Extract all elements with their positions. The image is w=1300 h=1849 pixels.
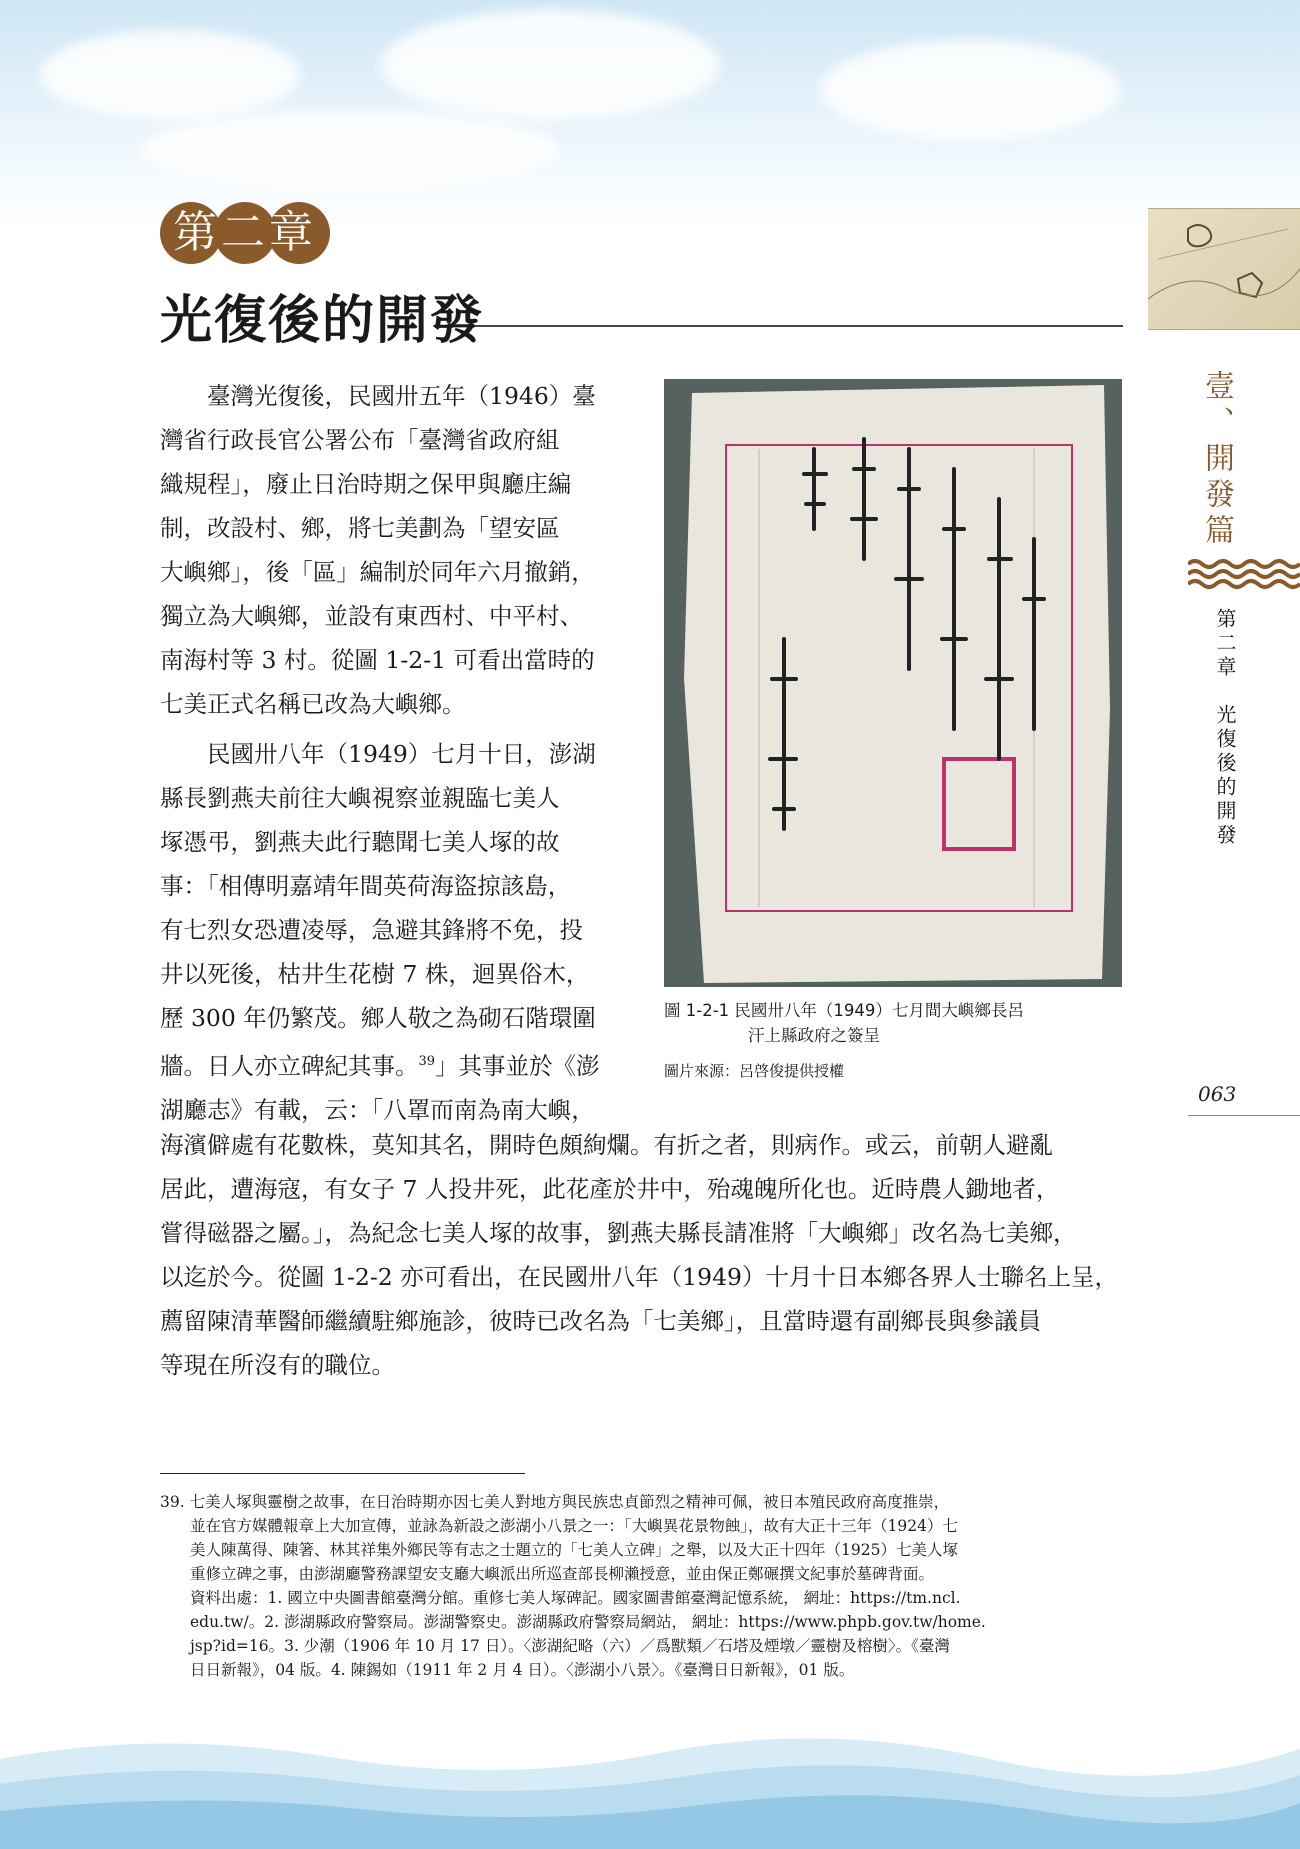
caption-line: 汗上縣政府之簽呈: [748, 1026, 880, 1045]
text-line: 縣長劉燕夫前往大嶼視察並親臨七美人: [160, 784, 560, 812]
footnote-line: 資料出處：1. 國立中央圖書館臺灣分館。重修七美人塚碑記。國家圖書館臺灣記憶系統， 網址：https://tm.ncl.: [190, 1589, 961, 1607]
title-underline: [475, 325, 1123, 327]
chapter-badge: [160, 202, 330, 264]
text-line: 嘗得磁器之屬。」，為紀念七美人塚的故事，劉燕夫縣長請准將「大嶼鄉」改名為七美鄉，: [160, 1219, 1077, 1247]
text-line: 大嶼鄉」，後「區」編制於同年六月撤銷，: [160, 558, 595, 586]
text-line: 有七烈女恐遭凌辱，急避其鋒將不免，投: [160, 916, 583, 944]
text-line: 歷 300 年仍繁茂。鄉人敬之為砌石階環圍: [160, 1004, 596, 1032]
figure-credit: 圖片來源：呂啓俊提供授權: [664, 1062, 845, 1080]
paragraph-1: [160, 374, 610, 726]
sea-wave-footer: [0, 1719, 1300, 1849]
footnote-39: [160, 1490, 1125, 1682]
text-line: 海濱僻處有花數株，莫知其名，開時色頗絢爛。有折之者，則病作。或云，前朝人避亂: [160, 1131, 1053, 1159]
text-line: 井以死後，枯井生花樹 7 株，迴異俗木，: [160, 960, 590, 988]
footnote-line: 美人陳萬得、陳箸、林其祥集外鄉民等有志之士題立的「七美人立碑」之舉，以及大正十四年（1925）七美人塚: [190, 1541, 958, 1559]
footnote-line: 日日新報》，04 版。4. 陳錫如（1911 年 2 月 4 日）。〈澎湖小八景〉。《臺灣日日新報》，01 版。: [190, 1661, 855, 1679]
footnote-line: edu.tw/。2. 澎湖縣政府警察局。澎湖警察史。澎湖縣政府警察局網站， 網址：https://www.phpb.gov.tw/home.: [190, 1613, 986, 1631]
footnote-line: jsp?id=16。3. 少潮（1906 年 10 月 17 日）。〈澎湖紀略（六）／爲獸類／石塔及煙墩／靈樹及榕樹〉。《臺灣: [190, 1637, 950, 1655]
text-line: 南海村等 3 村。從圖 1-2-1 可看出當時的: [160, 646, 595, 674]
text-line: 獨立為大嶼鄉，並設有東西村、中平村、: [160, 602, 583, 630]
text-line: 湖廳志》有載，云：「八罩而南為南大嶼，: [160, 1095, 595, 1124]
text-line: 以迄於今。從圖 1-2-2 亦可看出，在民國卅八年（1949）十月十日本鄉各界人士聯名上呈，: [160, 1263, 1118, 1291]
side-part-title: 壹、開發篇: [1199, 370, 1234, 550]
text-line: 七美正式名稱已改為大嶼鄉。: [160, 690, 466, 718]
text-line: 事：「相傳明嘉靖年間英荷海盜掠該島，: [160, 872, 572, 900]
text-segment: 牆。日人亦立碑紀其事。: [160, 1051, 419, 1080]
chapter-badge-label: 第二章: [173, 207, 317, 258]
caption-line: 圖 1-2-1 民國卅八年（1949）七月間大嶼鄉長呂: [664, 1001, 1024, 1020]
page-number-rule: [1188, 1115, 1300, 1116]
wave-ornament-icon: [1188, 556, 1300, 590]
text-line: 織規程」，廢止日治時期之保甲與廳庄編: [160, 470, 572, 498]
old-map-thumbnail: [1148, 208, 1300, 330]
footnote-line: 並在官方媒體報章上大加宣傳，並詠為新設之澎湖小八景之一：「大嶼異花景物蝕」，故有大正十三年（1924）七: [190, 1517, 958, 1535]
historical-document-photo: [664, 379, 1122, 987]
text-line: 等現在所沒有的職位。: [160, 1351, 395, 1379]
paragraph-3: [160, 1123, 1126, 1387]
text-line: 灣省行政長官公署公布「臺灣省政府組: [160, 426, 560, 454]
footnote-line: 39. 七美人塚與靈樹之故事，在日治時期亦因七美人對地方與民族忠貞節烈之精神可佩，被日本殖民政府高度推崇，: [160, 1493, 950, 1511]
text-line: 薦留陳清華醫師繼續駐鄉施診，彼時已改名為「七美鄉」，且當時還有副鄉長與參議員: [160, 1307, 1042, 1335]
text-line: 居此，遭海寇，有女子 7 人投井死，此花產於井中，殆魂魄所化也。近時農人鋤地者，: [160, 1175, 1060, 1203]
page-number: 063: [1198, 1082, 1237, 1106]
footnote-line: 重修立碑之事，由澎湖廳警務課望安支廳大嶼派出所巡查部長柳瀨授意，並由保正鄭碾撰文紀事於墓碑背面。: [190, 1565, 935, 1583]
text-line: 制，改設村、鄉，將七美劃為「望安區: [160, 514, 560, 542]
text-line: 民國卅八年（1949）七月十日，澎湖: [207, 740, 596, 768]
text-line: 臺灣光復後，民國卅五年（1946）臺: [207, 382, 596, 410]
footnote-separator: [160, 1473, 525, 1474]
sky-header-background: [0, 0, 1300, 230]
text-line: [160, 1040, 610, 1088]
text-segment: 」其事並於《澎: [435, 1051, 600, 1080]
paragraph-2: [160, 732, 610, 1132]
figure-caption: [664, 998, 1134, 1048]
side-chapter-title: 第二章 光復後的開發: [1213, 608, 1237, 848]
chapter-title: 光復後的開發: [160, 290, 485, 351]
footnote-ref-39[interactable]: 39: [418, 1054, 436, 1069]
text-line: 塚憑弔，劉燕夫此行聽聞七美人塚的故: [160, 828, 560, 856]
